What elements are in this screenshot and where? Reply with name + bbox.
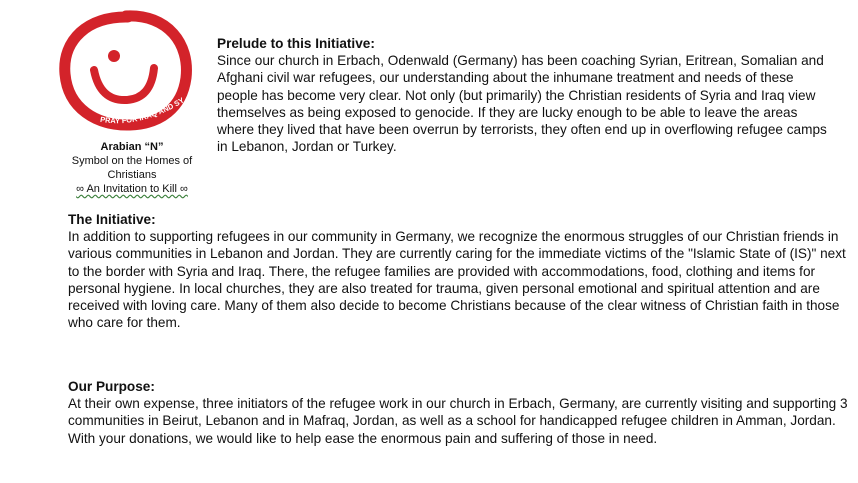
purpose-section — [68, 378, 848, 447]
nun-logo — [56, 8, 196, 138]
prelude-section — [217, 35, 837, 155]
initiative-section — [68, 211, 848, 331]
logo-text: PRAY FOR IRAQ AND SY — [99, 95, 186, 126]
initiative-body: In addition to supporting refugees in our community in Germany, we recognize the enormous struggles of our Christian friends in various communities in Lebanon and Jordan. They are currently caring for the immediate victims of the "Islamic State of (IS)" next to the border with Syria and Iraq. There, the refugee families are provided with accommodations, food, clothing and items for personal hygiene. In local churches, they are also treated for trauma, given personal emotional and spiritual attention and are received with loving care. Many of them also decide to become Christians because of the clear witness of Christian faith in those who care for them. — [68, 229, 846, 331]
nun-smiley-circle-icon — [56, 8, 196, 138]
caption-line1: Symbol on the Homes of Christians — [71, 155, 193, 181]
caption-line2: ∞ An Invitation to Kill ∞ — [76, 183, 188, 195]
caption-title: Arabian “N” — [100, 141, 164, 153]
purpose-heading: Our Purpose: — [68, 379, 155, 394]
prelude-heading: Prelude to this Initiative: — [217, 36, 375, 51]
prelude-body: Since our church in Erbach, Odenwald (Germany) has been coaching Syrian, Eritrean, Somalian and Afghani civil war refugees, our understanding about the inhumane treatment and needs of these people has become very clear. Not only (but primarily) the Christian residents of Syria and Iraq view themselves as being exposed to genocide. If they are lucky enough to be able to leave the areas where they lived that have been overrun by terrorists, they often end up in overflowing refugee camps in Lebanon, Jordan or Turkey. — [217, 53, 827, 155]
logo-caption — [46, 140, 218, 196]
initiative-heading: The Initiative: — [68, 212, 156, 227]
purpose-body: At their own expense, three initiators of the refugee work in our church in Erbach, Germany, are currently visiting and supporting 3 communities in Beirut, Lebanon and in Mafraq, Jordan, as well as a school for handicapped refugee children in Amman, Jordan. With your donations, we would like to help ease the enormous pain and suffering of those in need. — [68, 396, 848, 446]
